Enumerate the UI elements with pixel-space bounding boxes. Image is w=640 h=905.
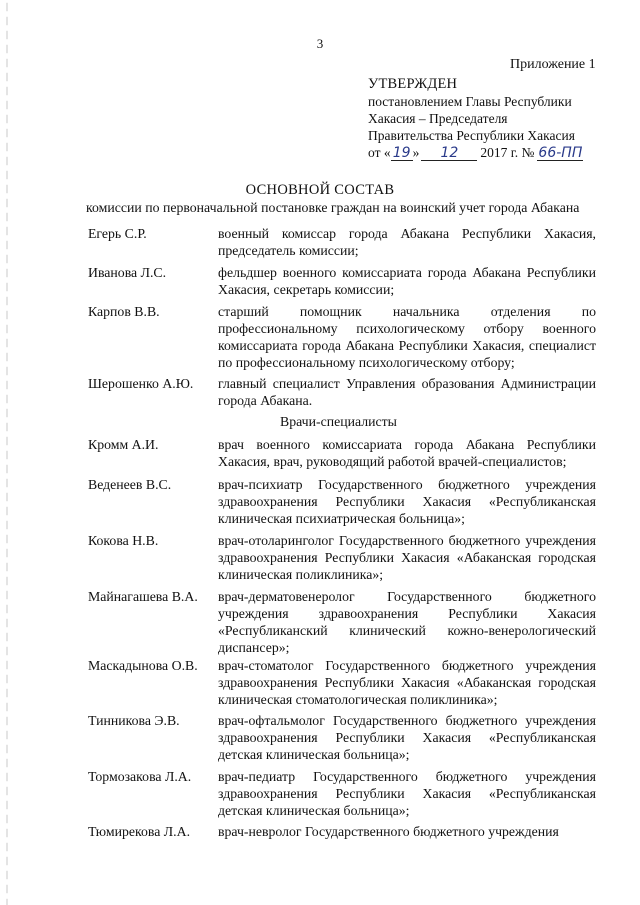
page-number: 3 xyxy=(316,36,324,51)
doctor-description: врач-отоларинголог Государственного бюджетного учреждения здравоохранения Республики Хакасия «Абаканская городская клиническая поликлиника»; xyxy=(218,533,596,582)
doctor-description: врач-стоматолог Государственного бюджетного учреждения здравоохранения Республики Хакасия «Абаканская городская клиническая стоматологическая поликлиника»; xyxy=(218,658,596,707)
date-prefix: от « xyxy=(368,145,391,160)
doctor-name: Майнагашева В.А. xyxy=(88,589,198,604)
appendix-label: Приложение 1 xyxy=(510,57,596,72)
approval-block xyxy=(368,76,628,161)
member-name: Карпов В.В. xyxy=(88,304,160,319)
doctor-description: врач военного комиссариата города Абакана Республики Хакасия, врач, руководящий работой врачей-специалистов; xyxy=(218,437,596,469)
doctor-name: Тюмирекова Л.А. xyxy=(88,824,191,839)
doctor-description: врач-невролог Государственного бюджетного учреждения xyxy=(218,824,559,839)
doctor-description: врач-психиатр Государственного бюджетного учреждения здравоохранения Республики Хакасия «Республиканская клиническая психиатрическая больница»; xyxy=(218,477,596,526)
approval-line: Правительства Республики Хакасия xyxy=(368,128,575,143)
doctor-name: Тормозакова Л.А. xyxy=(88,769,192,784)
approval-line: Хакасия – Председателя xyxy=(368,111,508,126)
member-description: старший помощник начальника отделения по профессиональному психологическому отбору военного комиссариата города Абакана Республики Хакасия, специалист по профессиональному психологическому отбору; xyxy=(218,304,596,370)
handwritten-day: 19 xyxy=(391,146,413,161)
handwritten-number: 66-ПП xyxy=(538,145,583,161)
approval-line: постановлением Главы Республики xyxy=(368,94,572,109)
member-description: главный специалист Управления образования Администрации города Абакана. xyxy=(218,376,596,408)
approval-date-line xyxy=(368,144,628,161)
doctor-name: Кокова Н.В. xyxy=(88,533,159,548)
doctor-description: врач-педиатр Государственного бюджетного учреждения здравоохранения Республики Хакасия «Республиканская детская клиническая больница»; xyxy=(218,769,596,818)
member-name: Иванова Л.С. xyxy=(88,265,167,280)
doctor-name: Маскадынова О.В. xyxy=(88,658,198,673)
doctor-name: Веденеев В.С. xyxy=(88,477,172,492)
member-description: военный комиссар города Абакана Республики Хакасия, председатель комиссии; xyxy=(218,226,596,258)
doctor-name: Тинникова Э.В. xyxy=(88,713,180,728)
doctor-description: врач-офтальмолог Государственного бюджетного учреждения здравоохранения Республики Хакасия «Республиканская детская клиническая больница»; xyxy=(218,713,596,762)
date-mid: » xyxy=(412,145,420,160)
member-description: фельдшер военного комиссариата города Абакана Республики Хакасия, секретарь комиссии; xyxy=(218,265,596,297)
document-subtitle: комиссии по первоначальной постановке граждан на воинский учет города Абакана xyxy=(86,200,580,215)
member-name: Егерь С.Р. xyxy=(88,226,147,241)
document-title: ОСНОВНОЙ СОСТАВ xyxy=(245,182,395,198)
member-name: Шерошенко А.Ю. xyxy=(88,376,194,391)
scan-edge-dots xyxy=(6,0,8,905)
approval-title: УТВЕРЖДЕН xyxy=(368,76,458,92)
doctor-name: Кромм А.И. xyxy=(88,437,159,452)
date-year: 2017 г. № xyxy=(480,145,535,160)
doctor-description: врач-дерматовенеролог Государственного бюджетного учреждения здравоохранения Республики Хакасия «Республиканский клинический кожно-венерологический диспансер»; xyxy=(218,589,596,655)
section-heading: Врачи-специалисты xyxy=(280,414,397,429)
handwritten-month: 12 xyxy=(421,146,477,161)
